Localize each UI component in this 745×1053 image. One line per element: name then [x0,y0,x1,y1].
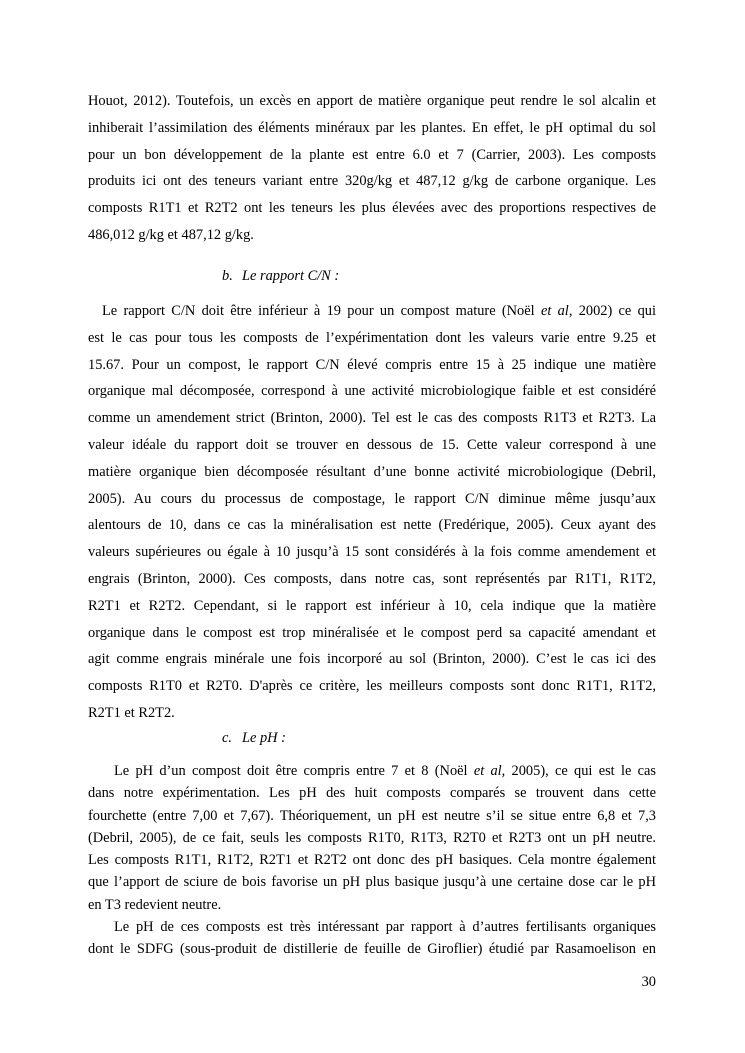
text-line: valeurs supérieures ou égale à 10 jusqu’à 15 sont considérés à la fois comme amendement et [88,544,656,561]
text-line: organique dans le compost est trop minéralisée et le compost perd sa capacité amendant et [88,624,656,641]
text-line: composts R1T1 et R2T2 ont les teneurs les plus élevées avec des proportions respectives de [88,200,656,217]
section-heading-cn-ratio [222,268,339,285]
text-line: pour un bon développement de la plante est entre 6.0 et 7 (Carrier, 2003). Les composts [88,146,656,163]
text-line: en T3 redevient neutre. [88,896,222,913]
text-line: valeur idéale du rapport doit se trouver en dessous de 15. Cette valeur correspond à une [88,436,656,453]
text-line: R2T1 et R2T2. [88,704,175,721]
text-line [88,298,656,325]
text-segment: Le pH d’un compost doit être compris entre 7 et 8 (Noël [114,763,474,779]
section-heading-ph [222,730,286,747]
text-line: agit comme engrais minérale une fois incorporé au sol (Brinton, 2000). C’est le cas ici des [88,651,656,668]
text-line: R2T1 et R2T2. Cependant, si le rapport est inférieur à 10, cela indique que la matière [88,597,656,614]
text-line: comme un amendement strict (Brinton, 2000). Tel est le cas des composts R1T3 et R2T3. La [88,410,656,427]
text-line: Le pH de ces composts est très intéressant par rapport à d’autres fertilisants organiques [114,919,656,936]
text-line: (Debril, 2005), de ce fait, seuls les composts R1T0, R1T3, R2T0 et R2T3 ont un pH neutre. [88,829,656,846]
page-number: 30 [641,974,656,990]
text-segment: Le rapport C/N doit être inférieur à 19 pour un compost mature (Noël [102,303,541,319]
italic-citation: et al [540,303,569,319]
text-line: que l’apport de sciure de bois favorise un pH plus basique jusqu’à une certaine dose car le pH [88,874,656,891]
heading-title: Le rapport C/N : [242,268,340,284]
text-line: 486,012 g/kg et 487,12 g/kg. [88,226,254,243]
text-line: 2005). Au cours du processus de compostage, le rapport C/N diminue même jusqu’aux [88,490,656,507]
italic-citation: et al, [473,763,506,779]
heading-title: Le pH : [242,730,286,746]
text-line: est le cas pour tous les composts de l’expérimentation dont les valeurs varie entre 9.25 et [88,329,656,346]
text-line: composts R1T0 et R2T0. D'après ce critère, les meilleurs composts sont donc R1T1, R1T2, [88,678,656,695]
text-segment: 2005), ce qui est le cas [505,763,656,779]
text-line: Les composts R1T1, R1T2, R2T1 et R2T2 ont donc des pH basiques. Cela montre également [88,852,656,869]
text-line: inhiberait l’assimilation des éléments minéraux par les plantes. En effet, le pH optimal du sol [88,119,656,136]
text-line: matière organique bien décomposée résultant d’une bonne activité microbiologique (Debril, [88,463,656,480]
paragraph-cn-ratio [88,298,656,727]
paragraph-ph [88,760,656,961]
text-line [88,760,656,782]
heading-letter: b. [222,268,233,284]
text-line: 15.67. Pour un compost, le rapport C/N élevé compris entre 15 à 25 indique une matière [88,356,656,373]
text-line: engrais (Brinton, 2000). Ces composts, dans notre cas, sont représentés par R1T1, R1T2, [88,570,656,587]
paragraph-organic-carbon [88,88,656,249]
heading-letter: c. [222,730,232,746]
text-line: dans notre expérimentation. Les pH des huit composts comparés se trouvent dans cette [88,785,656,802]
text-line: organique mal décomposée, correspond à une activité microbiologique faible et est considéré [88,383,656,400]
text-line: Houot, 2012). Toutefois, un excès en apport de matière organique peut rendre le sol alcalin et [88,93,656,109]
text-line: dont le SDFG (sous-produit de distillerie de feuille de Giroflier) étudié par Rasamoelison en [88,941,656,958]
text-segment: , 2002) ce qui [568,303,656,319]
text-line: alentours de 10, dans ce cas la minéralisation est nette (Fredérique, 2005). Ceux ayant des [88,517,656,534]
text-line: produits ici ont des teneurs variant entre 320g/kg et 487,12 g/kg de carbone organique. Les [88,173,656,190]
text-line: fourchette (entre 7,00 et 7,67). Théoriquement, un pH est neutre s’il se situe entre 6,8 et 7,3 [88,807,656,824]
